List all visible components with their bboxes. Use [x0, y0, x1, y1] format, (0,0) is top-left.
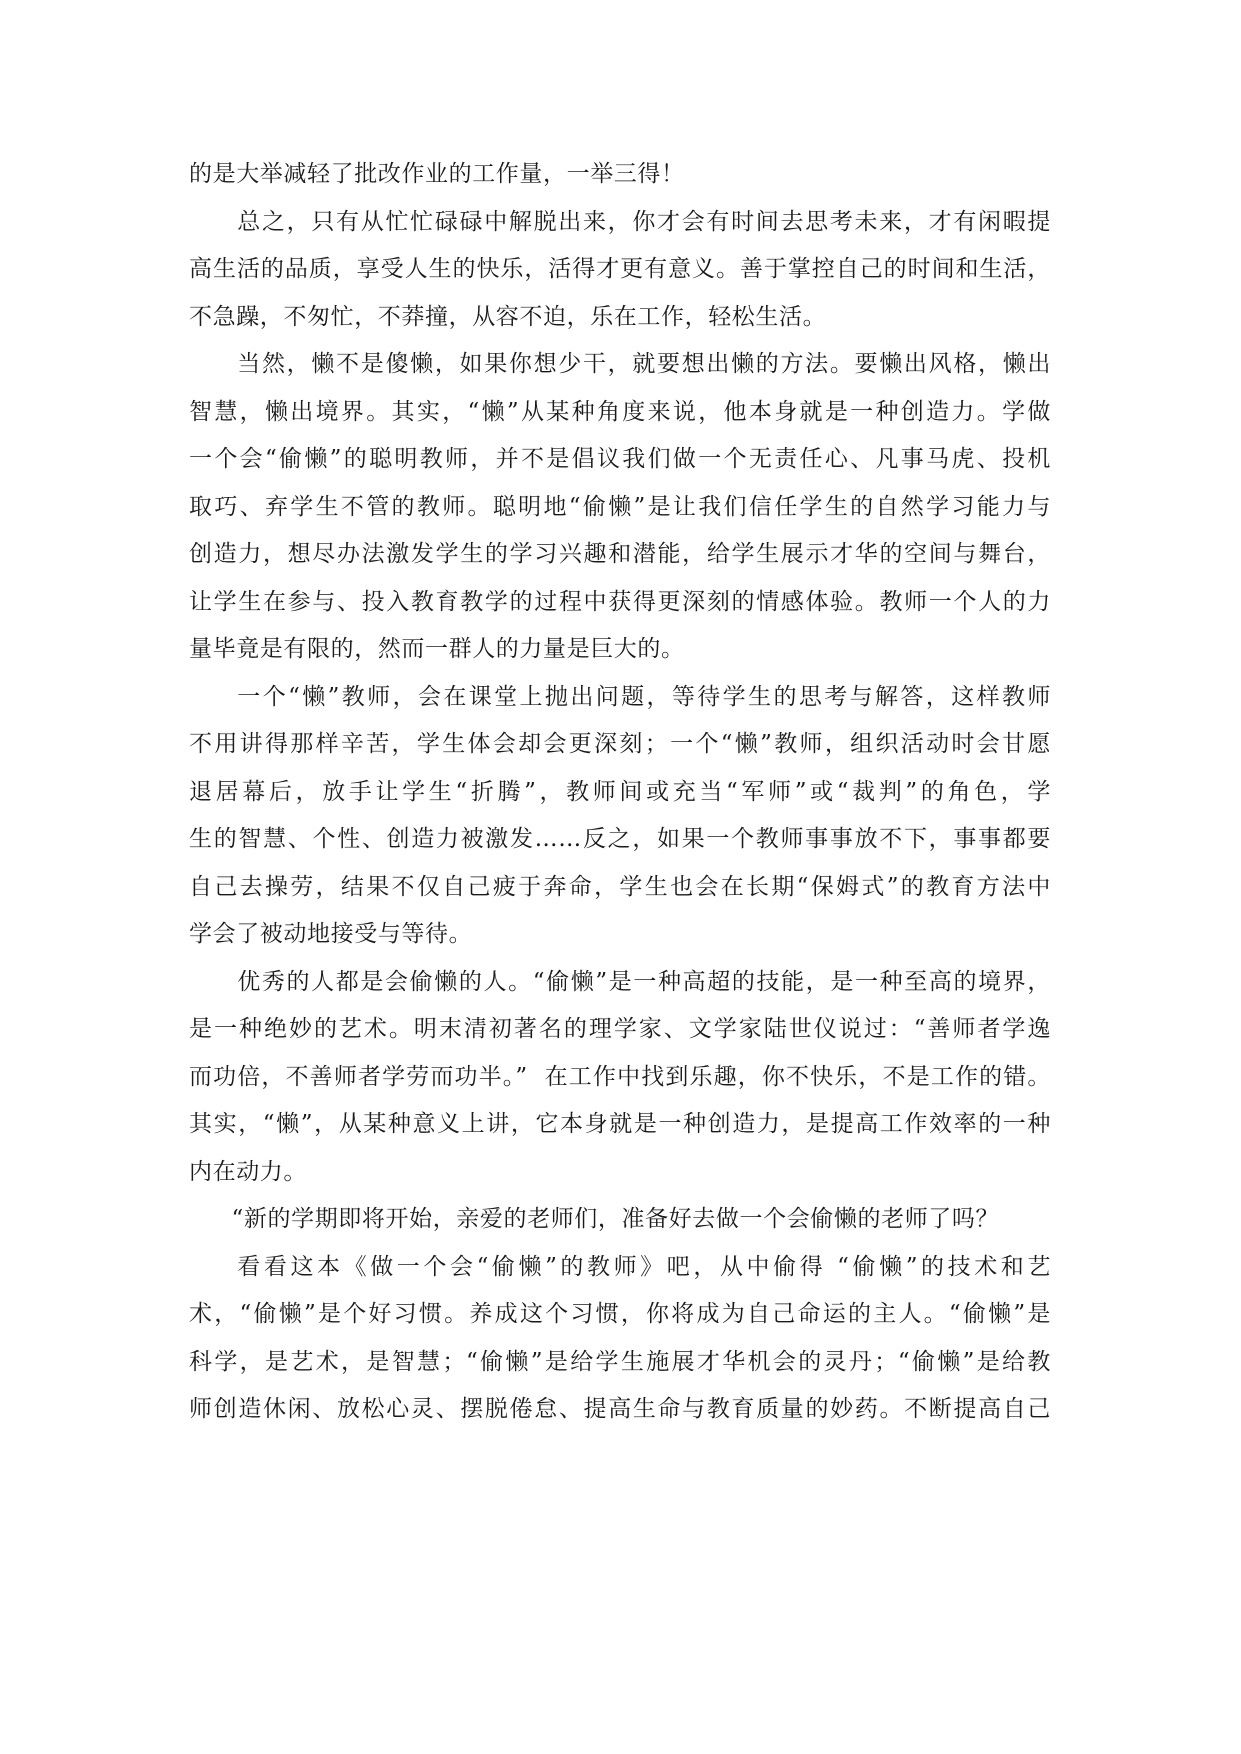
text-line: 是一种绝妙的艺术。明末清初著名的理学家、文学家陆世仪说过：“善师者学逸: [189, 1016, 1051, 1042]
paragraph-excellent-people: [189, 959, 1051, 1197]
text-line: 不用讲得那样辛苦，学生体会却会更深刻；一个“懒”教师，组织活动时会甘愿: [189, 731, 1051, 757]
text-line: 量毕竟是有限的，然而一群人的力量是巨大的。: [189, 636, 685, 662]
text-line: 智慧，懒出境界。其实，“懒”从某种角度来说，他本身就是一种创造力。学做: [189, 398, 1051, 425]
paragraph-book-recommendation: [189, 1244, 1051, 1434]
text-line: 科学，是艺术，是智慧；“偷懒”是给学生施展才华机会的灵丹；“偷懒”是给教: [189, 1348, 1051, 1375]
text-line: 学会了被动地接受与等待。: [189, 921, 473, 947]
paragraph-lazy-method: [189, 341, 1051, 674]
text-line: 师创造休闲、放松心灵、摆脱倦怠、提高生命与教育质量的妙药。不断提高自己: [189, 1396, 1051, 1422]
text-line: 一个“懒”教师，会在课堂上抛出问题，等待学生的思考与解答，这样教师: [237, 683, 1051, 710]
paragraph-new-semester: [189, 1196, 1051, 1244]
text-line: 创造力，想尽办法激发学生的学习兴趣和潜能，给学生展示才华的空间与舞台，: [189, 541, 1051, 567]
text-line: 让学生在参与、投入教育教学的过程中获得更深刻的情感体验。教师一个人的力: [189, 588, 1051, 615]
text-line: 生的智慧、个性、创造力被激发……反之，如果一个教师事事放不下，事事都要: [189, 826, 1051, 852]
text-line: 的是大举减轻了批改作业的工作量，一举三得！: [189, 161, 685, 187]
body-text: [189, 151, 1051, 1434]
text-line: 高生活的品质，享受人生的快乐，活得才更有意义。善于掌控自己的时间和生活，: [189, 256, 1051, 282]
paragraph-continuation: [189, 151, 1051, 199]
text-line: 取巧、弃学生不管的教师。聪明地“偷懒”是让我们信任学生的自然学习能力与: [189, 493, 1051, 520]
text-line: 看看这本《做一个会“偷懒”的教师》吧，从中偷得 “偷懒”的技术和艺: [237, 1253, 1051, 1280]
text-line: 内在动力。: [189, 1158, 307, 1185]
text-line: “新的学期即将开始，亲爱的老师们，准备好去做一个会偷懒的老师了吗？: [231, 1206, 1000, 1232]
text-line: 而功倍，不善师者学劳而功半。” 在工作中找到乐趣，你不快乐，不是工作的错。: [189, 1063, 1051, 1090]
paragraph-conclusion: [189, 199, 1051, 342]
text-line: 其实，“懒”，从某种意义上讲，它本身就是一种创造力，是提高工作效率的一种: [189, 1111, 1051, 1137]
text-line: 不急躁，不匆忙，不莽撞，从容不迫，乐在工作，轻松生活。: [189, 303, 827, 330]
text-line: 总之，只有从忙忙碌碌中解脱出来，你才会有时间去思考未来，才有闲暇提: [237, 208, 1051, 235]
text-line: 一个会“偷懒”的聪明教师，并不是倡议我们做一个无责任心、凡事马虎、投机: [189, 446, 1051, 472]
text-line: 退居幕后，放手让学生“折腾”，教师间或充当“军师”或“裁判”的角色，学: [189, 778, 1051, 805]
text-line: 优秀的人都是会偷懒的人。“偷懒”是一种高超的技能，是一种至高的境界，: [237, 968, 1051, 995]
text-line: 自己去操劳，结果不仅自己疲于奔命，学生也会在长期“保姆式”的教育方法中: [189, 873, 1051, 900]
text-line: 术，“偷懒”是个好习惯。养成这个习惯，你将成为自己命运的主人。“偷懒”是: [189, 1301, 1051, 1327]
text-line: 当然，懒不是傻懒，如果你想少干，就要想出懒的方法。要懒出风格，懒出: [237, 351, 1051, 377]
paragraph-lazy-teacher: [189, 674, 1051, 959]
